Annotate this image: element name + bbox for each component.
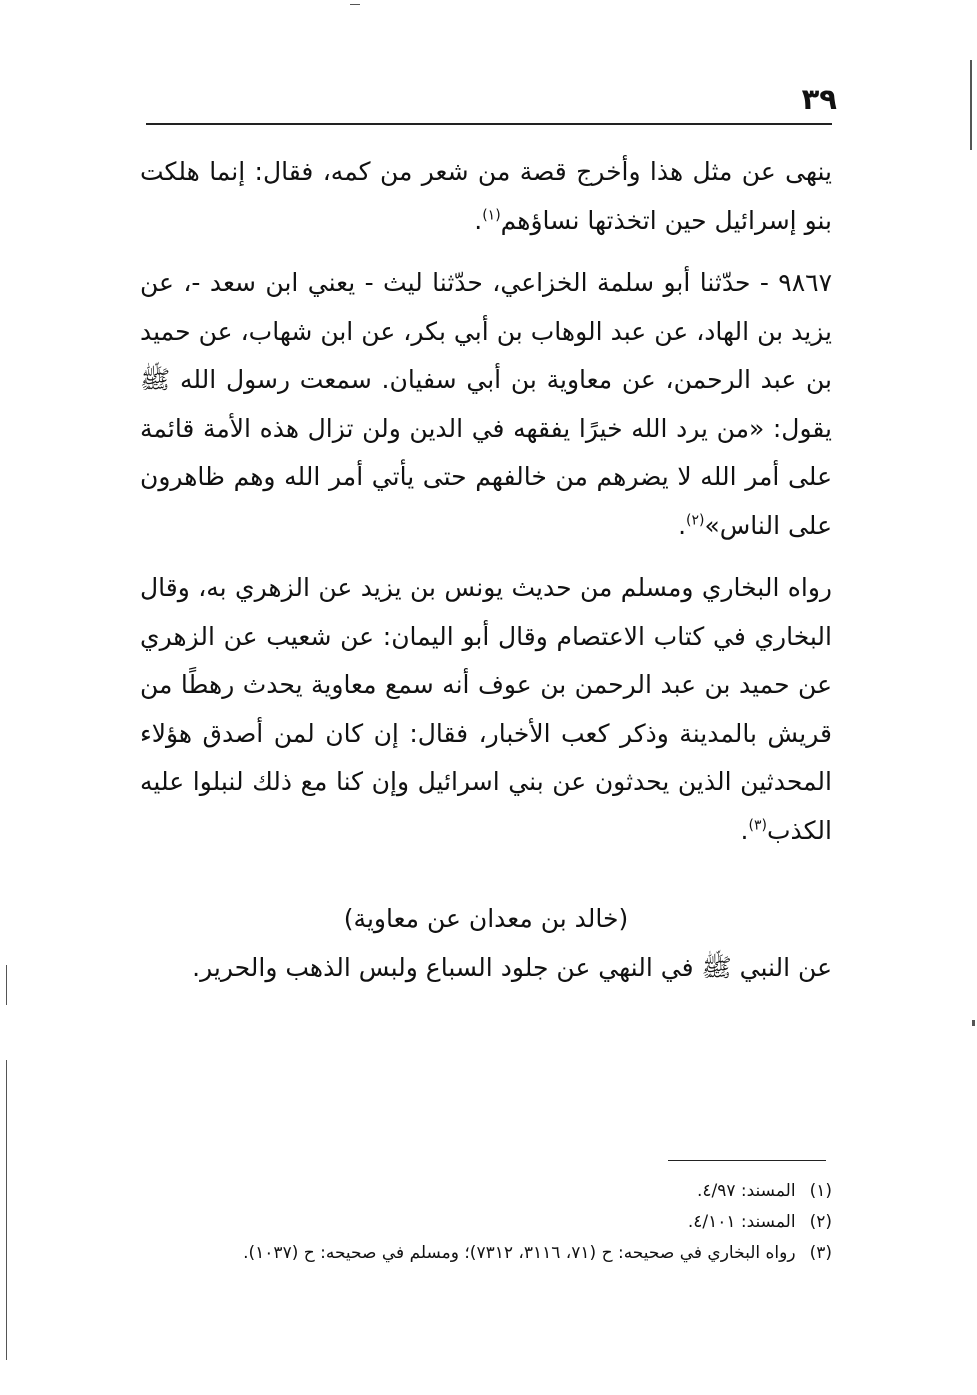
paragraph-3-end: . <box>740 815 749 845</box>
footnotes <box>140 1176 832 1269</box>
footnote-2-text: المسند: ٤/١٠١. <box>687 1212 796 1232</box>
hadith-9867-end: . <box>678 510 687 540</box>
hadith-9867-text: ٩٨٦٧ - حدّثنا أبو سلمة الخزاعي، حدّثنا ليث - يعني ابن سعد -، عن يزيد بن الهاد، عن عبد الوهاب بن أبي بكر، عن ابن شهاب، عن حميد بن عبد الرحمن، عن معاوية بن أبي سفيان. سمعت رسول الله ﷺ يقول: «من يرد الله خيرًا يفقهه في الدين ولن تزال هذه الأمة قائمة على أمر الله لا يضرهم من خالفهم حتى يأتي أمر الله وهم ظاهرون على الناس» <box>140 268 832 540</box>
scan-edge-mark <box>6 965 7 1005</box>
paragraph-3-text: رواه البخاري ومسلم من حديث يونس بن يزيد عن الزهري به، وقال البخاري في كتاب الاعتصام وقال أبو اليمان: عن شعيب عن الزهري عن حميد بن عبد الرحمن بن عوف أنه سمع معاوية يحدث رهطًا من قريش بالمدينة وذكر كعب الأخبار، فقال: إن كان لمن أصدق هؤلاء المحدثين الذين يحدثون عن بني اسرائيل وإن كنا مع ذلك لنبلوا عليه الكذب <box>140 573 832 845</box>
footnote-1-text: المسند: ٤/٩٧. <box>696 1181 796 1201</box>
footnote-ref-3: (٣) <box>748 817 767 834</box>
paragraph-gap <box>140 245 832 259</box>
footnote-3-number: (٣) <box>809 1243 832 1263</box>
section-gap <box>140 855 832 895</box>
scan-edge-mark <box>6 1060 7 1360</box>
paragraph-1-end: . <box>474 205 483 235</box>
scan-edge-mark <box>350 4 360 5</box>
hadith-9867 <box>140 259 832 550</box>
footnote-3-text: رواه البخاري في صحيحه: ح (٧١، ٣١١٦، ٧٣١٢)؛ ومسلم في صحيحه: ح (١٠٣٧). <box>243 1243 796 1263</box>
scan-edge-mark <box>970 60 972 150</box>
footnote-ref-1: (١) <box>482 207 501 224</box>
footnote-2 <box>140 1207 832 1238</box>
page-number: ٣٩ <box>801 82 837 116</box>
paragraph-1 <box>140 148 832 245</box>
footnote-2-number: (٢) <box>809 1212 832 1232</box>
footnote-rule <box>668 1160 826 1161</box>
main-text <box>140 148 832 992</box>
footnote-ref-2: (٢) <box>686 512 705 529</box>
paragraph-4: عن النبي ﷺ في النهي عن جلود السباع ولبس الذهب والحرير. <box>192 952 832 982</box>
scan-edge-mark <box>972 1020 975 1026</box>
paragraph-3 <box>140 564 832 855</box>
footnote-1-number: (١) <box>809 1181 832 1201</box>
section-heading: (خالد بن معدان عن معاوية) <box>343 904 629 933</box>
footnote-3 <box>140 1238 832 1269</box>
footnote-1 <box>140 1176 832 1207</box>
paragraph-1-text: ينهى عن مثل هذا وأخرج قصة من شعر من كمه، فقال: إنما هلكت بنو إسرائيل حين اتخذتها نساؤهم <box>140 157 832 235</box>
header-rule <box>146 123 832 125</box>
paragraph-gap <box>140 550 832 564</box>
